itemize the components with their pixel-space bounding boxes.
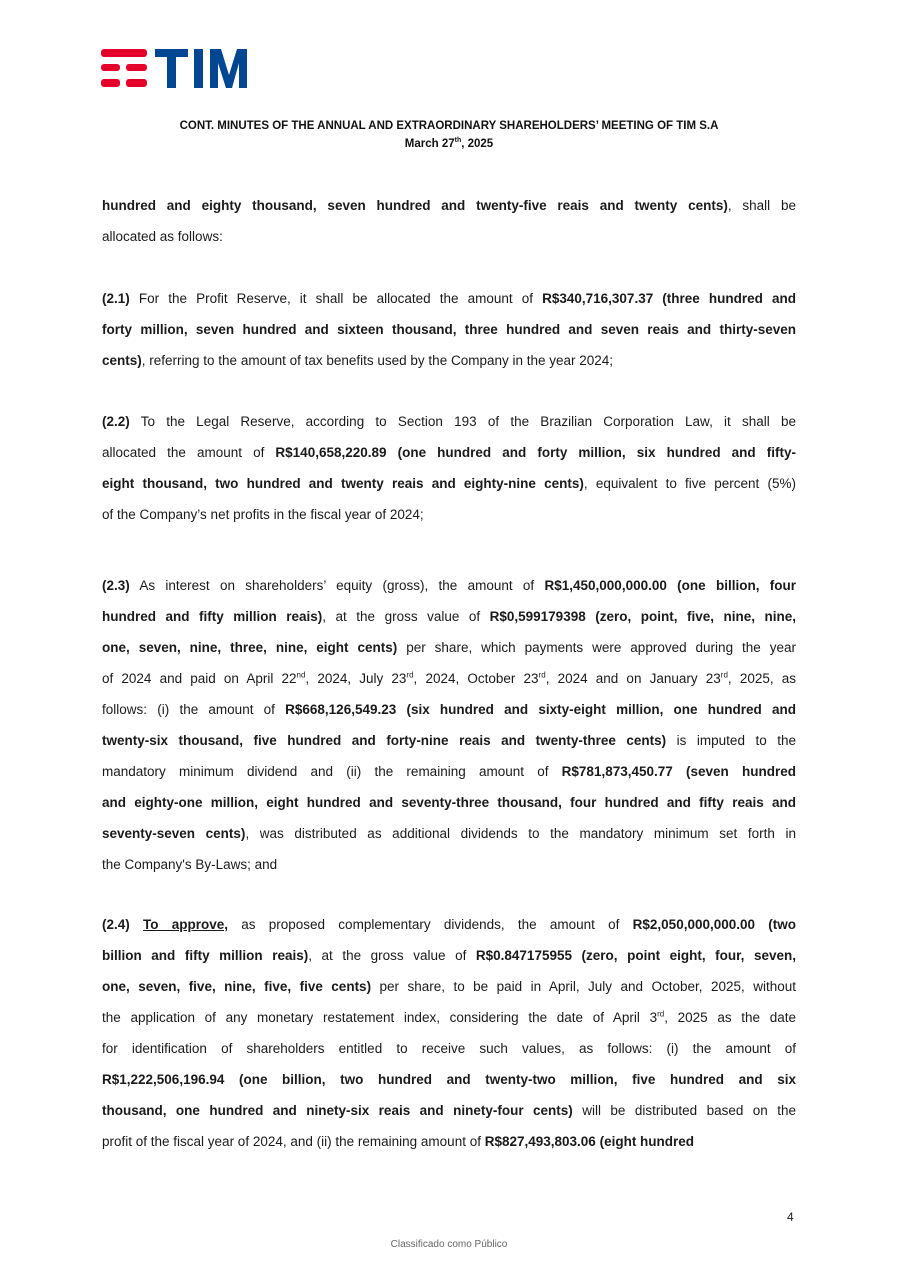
text-segment: , 2025, as xyxy=(727,671,797,686)
bold-text: R$0,599179398 (zero, point, five, nine, nine, xyxy=(489,609,796,624)
text-line xyxy=(102,608,796,639)
text-line xyxy=(102,352,796,383)
bold-text: (2.1) xyxy=(102,291,130,306)
bold-text: To approve, xyxy=(143,917,229,932)
text-segment: , 2024 and on January 23 xyxy=(545,671,721,686)
bold-text: twenty-six thousand, five hundred and forty-nine reais and twenty-three cents) xyxy=(102,733,667,748)
text-segment: is imputed to the xyxy=(666,733,796,748)
ordinal-suffix: nd xyxy=(296,670,306,680)
ordinal-suffix: rd xyxy=(538,670,546,680)
text-segment: , 2024, October 23 xyxy=(413,671,539,686)
bold-text: R$1,450,000,000.00 (one billion, four xyxy=(544,578,797,593)
ordinal-suffix: rd xyxy=(657,1009,665,1019)
paragraph-2-3-interest-on-equity xyxy=(102,577,796,887)
text-line xyxy=(102,506,796,537)
text-line xyxy=(102,856,796,887)
text-line xyxy=(102,1009,796,1040)
bold-text: R$2,050,000,000.00 (two xyxy=(632,917,796,932)
date-ordinal: th xyxy=(454,137,462,145)
text-segment: per share, which payments were approved during the year xyxy=(397,640,796,655)
ordinal-suffix: rd xyxy=(406,670,414,680)
text-segment: allocated the amount of xyxy=(102,445,276,460)
bold-text: seventy-seven cents) xyxy=(102,826,246,841)
text-line xyxy=(102,947,796,978)
paragraph-2-1-profit-reserve xyxy=(102,290,796,383)
bold-text: cents) xyxy=(102,353,142,368)
bold-text: and eighty-one million, eight hundred and seventy-three thousand, four hundred and fifty reais and xyxy=(102,795,796,810)
text-segment: for identification of shareholders entitled to receive such values, as follows: (i) the amount of xyxy=(102,1041,796,1056)
text-line xyxy=(102,670,796,701)
text-line xyxy=(102,1040,796,1071)
text-segment: the application of any monetary restatement index, considering the date of April 3 xyxy=(102,1010,658,1025)
text-line xyxy=(102,197,796,228)
text-segment: the Company's By-Laws; and xyxy=(102,857,278,872)
text-segment: , was distributed as additional dividends to the mandatory minimum set forth in xyxy=(245,826,796,841)
paragraph-intro-continuation xyxy=(102,197,796,259)
text-segment: mandatory minimum dividend and (ii) the remaining amount of xyxy=(102,764,562,779)
bold-text: one, seven, five, nine, five, five cents) xyxy=(102,979,372,994)
text-segment: , 2024, July 23 xyxy=(305,671,407,686)
bold-text: R$1,222,506,196.94 (one billion, two hundred and twenty-two million, five hundred and six xyxy=(102,1072,796,1087)
bold-text: R$340,716,307.37 (three hundred and xyxy=(542,291,796,306)
text-line xyxy=(102,916,796,947)
bold-text: R$668,126,549.23 (six hundred and sixty-eight million, one hundred and xyxy=(285,702,796,717)
document-header-title: CONT. MINUTES OF THE ANNUAL AND EXTRAORDINARY SHAREHOLDERS’ MEETING OF TIM S.A xyxy=(179,120,719,132)
tim-logo-bars-icon xyxy=(101,49,147,87)
text-segment: follows: (i) the amount of xyxy=(102,702,286,717)
text-segment: per share, to be paid in April, July and October, 2025, without xyxy=(371,979,796,994)
bold-text: R$781,873,450.77 (seven hundred xyxy=(561,764,796,779)
tim-logo xyxy=(100,47,250,91)
bold-text: (2.2) xyxy=(102,414,130,429)
text-line xyxy=(102,825,796,856)
bold-text: (2.3) xyxy=(102,578,130,593)
text-segment: will be distributed based on the xyxy=(572,1103,797,1118)
bold-text: billion and fifty million reais) xyxy=(102,948,309,963)
bold-text: hundred and fifty million reais) xyxy=(102,609,323,624)
text-line xyxy=(102,1133,796,1164)
text-segment: , 2025 as the date xyxy=(664,1010,796,1025)
text-line xyxy=(102,228,796,259)
bold-text: R$0.847175955 (zero, point eight, four, seven, xyxy=(475,948,797,963)
date-text: March 27 xyxy=(404,138,455,150)
bold-text: R$827,493,803.06 (eight hundred xyxy=(484,1134,695,1149)
bold-text: forty million, seven hundred and sixteen thousand, three hundred and seven reais and thirty-seven xyxy=(102,322,796,337)
text-line xyxy=(102,321,796,352)
text-line xyxy=(102,763,796,794)
text-segment: profit of the fiscal year of 2024, and (ii) the remaining amount of xyxy=(102,1134,485,1149)
bold-text: one, seven, nine, three, nine, eight cents) xyxy=(102,640,398,655)
bold-text: (2.4) xyxy=(102,917,130,932)
bold-text: hundred and eighty thousand, seven hundred and twenty-five reais and twenty cents) xyxy=(102,198,728,213)
text-segment: of the Company’s net profits in the fiscal year of 2024; xyxy=(102,507,424,522)
text-line xyxy=(102,413,796,444)
text-segment: allocated as follows: xyxy=(102,229,223,244)
date-year: , 2025 xyxy=(461,138,494,150)
tim-logo-letters xyxy=(155,49,247,88)
text-line xyxy=(102,732,796,763)
text-line xyxy=(102,444,796,475)
text-segment: To the Legal Reserve, according to Section 193 of the Brazilian Corporation Law, it shall be xyxy=(129,414,796,429)
text-segment: For the Profit Reserve, it shall be allocated the amount of xyxy=(129,291,543,306)
text-line xyxy=(102,577,796,608)
bold-text: thousand, one hundred and ninety-six reais and ninety-four cents) xyxy=(102,1103,573,1118)
text-segment: , at the gross value of xyxy=(308,948,476,963)
classification-footer: Classificado como Público xyxy=(390,1239,508,1250)
text-segment: , shall be xyxy=(727,198,796,213)
text-line xyxy=(102,1071,796,1102)
text-line xyxy=(102,290,796,321)
paragraph-2-4-complementary-dividends xyxy=(102,916,796,1164)
text-segment: of 2024 and paid on April 22 xyxy=(102,671,297,686)
text-line xyxy=(102,639,796,670)
text-line xyxy=(102,1102,796,1133)
text-segment: as proposed complementary dividends, the amount of xyxy=(228,917,633,932)
ordinal-suffix: rd xyxy=(720,670,728,680)
bold-text: R$140,658,220.89 (one hundred and forty million, six hundred and fifty- xyxy=(275,445,796,460)
text-segment xyxy=(130,917,143,932)
text-segment: , at the gross value of xyxy=(322,609,490,624)
text-segment: As interest on shareholders’ equity (gross), the amount of xyxy=(129,578,545,593)
bold-text: eight thousand, two hundred and twenty reais and eighty-nine cents) xyxy=(102,476,584,491)
text-line xyxy=(102,475,796,506)
text-line xyxy=(102,701,796,732)
text-segment: , equivalent to five percent (5%) xyxy=(583,476,796,491)
text-line xyxy=(102,794,796,825)
text-line xyxy=(102,978,796,1009)
paragraph-2-2-legal-reserve xyxy=(102,413,796,537)
document-header-date xyxy=(0,138,898,150)
text-segment: , referring to the amount of tax benefits used by the Company in the year 2024; xyxy=(141,353,614,368)
page-number: 4 xyxy=(787,1210,794,1224)
